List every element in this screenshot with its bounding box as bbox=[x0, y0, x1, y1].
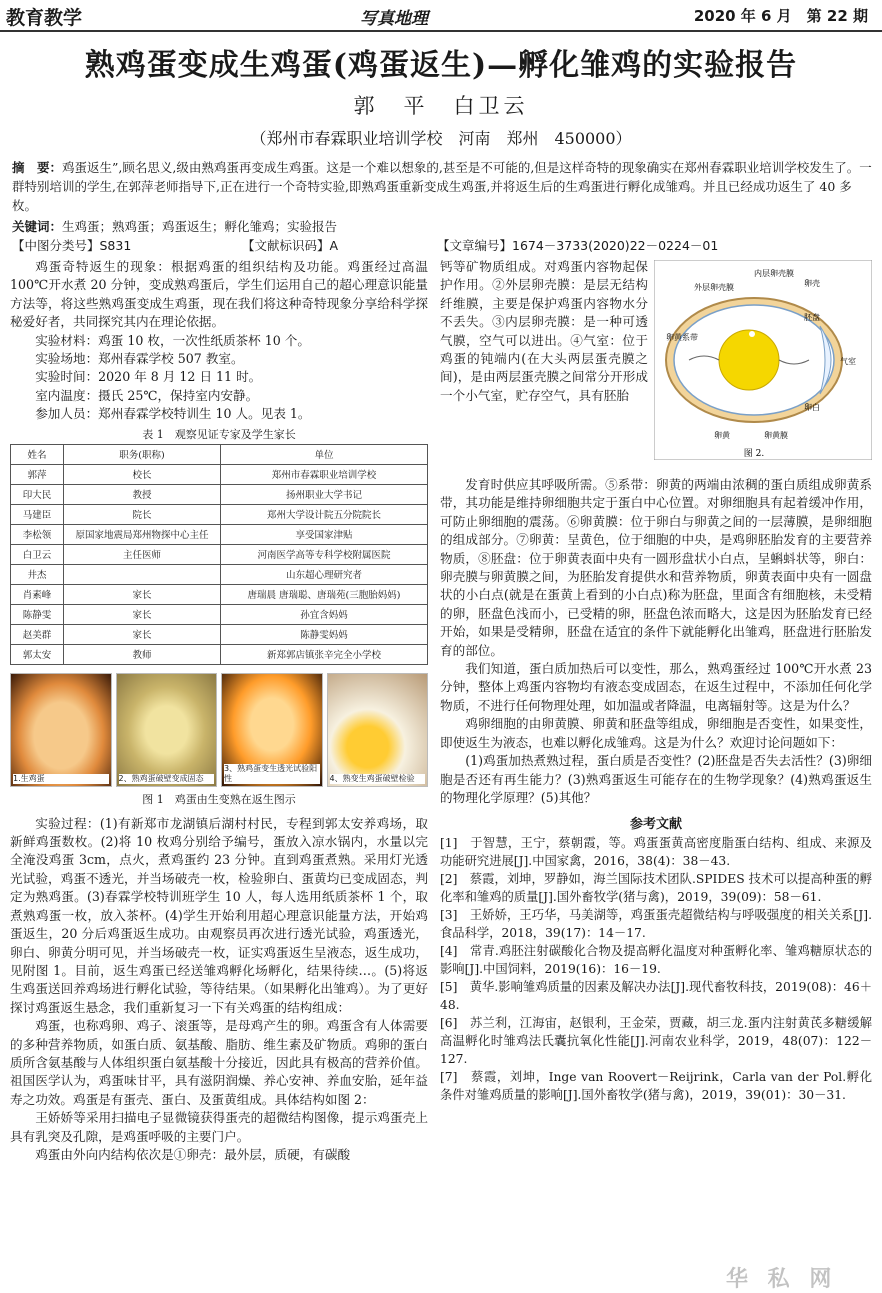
paragraph: 实验材料：鸡蛋 10 枚，一次性纸质茶杯 10 个。 bbox=[35, 332, 310, 348]
reference-item: [1] 于智慧，王宁，蔡朝霞，等。鸡蛋蛋黄高密度脂蛋白结构、组成、来源及功能研究进展[J].中国家禽，2016，38(4)：38－43. bbox=[440, 836, 872, 869]
table-cell: 教师 bbox=[64, 644, 221, 664]
reference-item: [5] 黄华.影响雏鸡质量的因素及解决办法[J].现代畜牧科技，2019(08)：46＋48. bbox=[440, 980, 872, 1013]
table-cell: 陈静雯妈妈 bbox=[221, 624, 428, 644]
references-list bbox=[440, 834, 872, 1104]
table-row bbox=[11, 544, 428, 564]
table-cell: 家长 bbox=[64, 584, 221, 604]
abstract-label: 摘 要： bbox=[12, 160, 63, 175]
table-cell: 家长 bbox=[64, 624, 221, 644]
table-row bbox=[11, 604, 428, 624]
abstract bbox=[12, 158, 872, 215]
paragraph: 实验场地：郑州春霖学校 507 教室。 bbox=[35, 351, 244, 367]
table-cell: 郑州市春霖职业培训学校 bbox=[221, 464, 428, 484]
figure-1-photos bbox=[10, 673, 428, 787]
affiliation: （郑州市春霖职业培训学校 河南 郑州 450000） bbox=[250, 129, 632, 148]
reference-item: [7] 蔡霞，刘坤，Inge van Roovert－Reijrink，Carla van der Pol.孵化条件对雏鸡质量的影响[J].国外畜牧学(猪与禽)，2019，39(01)：30－31. bbox=[440, 1070, 872, 1103]
left-body-text bbox=[10, 815, 428, 1165]
reference-item: [4] 常青.鸡胚注射碳酸化合物及提高孵化温度对种蛋孵化率、雏鸡糖原状态的影响[J].中国饲料，2019(16)：16－19. bbox=[440, 944, 872, 977]
table-cell: 郭太安 bbox=[11, 644, 64, 664]
paper-title: 熟鸡蛋变成生鸡蛋(鸡蛋返生)—孵化雏鸡的实验报告 bbox=[84, 48, 798, 83]
table-row bbox=[11, 504, 428, 524]
clc-number: 【中图分类号】S831 bbox=[12, 238, 132, 253]
table-cell: 享受国家津贴 bbox=[221, 524, 428, 544]
right-wrap-text: 钙等矿物质组成。对鸡蛋内容物起保护作用。②外层卵壳膜：是层无结构纤维膜，主要是保护鸡蛋内容物水分不丢失。③内层卵壳膜：是一种可透气膜，空气可以进出。④气室：位于鸡蛋的钝端内(在大头两层蛋壳膜之间)，是由两层蛋壳膜之间常分开形成一个小气室，贮存空气，具有胚胎 bbox=[440, 259, 648, 403]
paragraph: 实验时间：2020 年 8 月 12 日 11 时。 bbox=[35, 369, 262, 385]
keywords-label: 关键词： bbox=[12, 219, 63, 234]
table-cell: 郭萍 bbox=[11, 464, 64, 484]
photo-label: 3、熟鸡蛋变生透光试验阳性 bbox=[224, 764, 320, 784]
table-cell: 郑州大学设计院五分院院长 bbox=[221, 504, 428, 524]
section-name: 教育教学 bbox=[6, 7, 83, 29]
label-air: 气室 bbox=[840, 357, 856, 366]
authors: 郭 平 白卫云 bbox=[353, 94, 529, 118]
reference-item: [3] 王娇娇，王巧华，马美湖等，鸡蛋蛋壳超微结构与呼吸强度的相关关系[J].食品科学，2018，39(17)：14－17. bbox=[440, 908, 872, 941]
yolk-shape bbox=[719, 330, 779, 390]
label-shell: 卵壳 bbox=[804, 279, 820, 288]
table-cell: 唐瑞晨 唐瑞聪、唐瑞苑(三胞胎妈妈) bbox=[221, 584, 428, 604]
issue-info: 2020 年 6 月 第 22 期 bbox=[693, 7, 868, 25]
table-cell: 校长 bbox=[64, 464, 221, 484]
table-row bbox=[11, 624, 428, 644]
photo-2 bbox=[116, 673, 218, 787]
reference-item: [6] 苏兰利，江海宙，赵银利，王金荣，贾藏，胡三龙.蛋内注射黄芪多糖缓解高温孵化时雏鸡法氏囊抗氧化性能[J].河南农业科学，2019，48(07)：122－127. bbox=[440, 1016, 872, 1067]
page-header bbox=[0, 0, 882, 32]
photo-label: 1.生鸡蛋 bbox=[13, 774, 109, 784]
paragraph: 鸡蛋奇特返生的现象：根据鸡蛋的组织结构及功能。鸡蛋经过高温 100℃开水煮 20 分钟，变成熟鸡蛋后，学生们运用自己的超心理意识能量方法等，将这些熟鸡蛋变成生鸡蛋，现在我们将这种奇特现象分享给科学探秘爱好者，共同探究其内在理论依据。 bbox=[10, 259, 428, 330]
photo-label: 4、熟变生鸡蛋破壁检验 bbox=[330, 774, 426, 784]
reference-item: [2] 蔡霞，刘坤，罗静如，海兰国际技术团队.SPIDES 技术可以提高种蛋的孵化率和雏鸡的质量[J].国外畜牧学(猪与禽)，2019，39(09)：58－61. bbox=[440, 872, 872, 905]
paragraph: 鸡蛋由外向内结构依次是①卵壳：最外层，质硬，有碳酸 bbox=[35, 1146, 351, 1162]
references-title: 参考文献 bbox=[629, 817, 682, 833]
photo-1 bbox=[10, 673, 112, 787]
figure-2-egg-diagram bbox=[654, 260, 872, 460]
label-albumen: 卵白 bbox=[804, 403, 820, 412]
table-cell: 陈静雯 bbox=[11, 604, 64, 624]
table-cell: 肖素峰 bbox=[11, 584, 64, 604]
table-cell: 院长 bbox=[64, 504, 221, 524]
table-cell: 白卫云 bbox=[11, 544, 64, 564]
table-row bbox=[11, 524, 428, 544]
intro-text bbox=[10, 258, 428, 424]
table-body bbox=[11, 464, 428, 664]
table-header-cell: 职务(职称) bbox=[64, 444, 221, 464]
paragraph: (1)鸡蛋加热煮熟过程，蛋白质是否变性？(2)胚盘是否失去活性？(3)卵细胞是否还有再生能力？(3)熟鸡蛋返生可能存在的生物学现象？(4)熟鸡蛋返生的物理化学原理？(5)其他？ bbox=[440, 753, 872, 805]
photo-4 bbox=[327, 673, 429, 787]
table-header-row bbox=[11, 444, 428, 464]
paragraph: 王娇娇等采用扫描电子显微镜获得蛋壳的超微结构图像，提示鸡蛋壳上具有乳突及孔隙，是鸡蛋呼吸的主要门户。 bbox=[10, 1110, 428, 1144]
table-row bbox=[11, 464, 428, 484]
paragraph: 实验过程：(1)有新郑市龙湖镇后湖村村民，专程到郭太安养鸡场，取新鲜鸡蛋数枚。(2)将 10 枚鸡分别给予编号，蛋放入凉水锅内，水量以完全淹没鸡蛋 3cm，点火，煮鸡蛋约 23 分钟。直到鸡蛋煮熟。采用灯光透光试验，鸡蛋不透光，并当场破壳一枚，检验卵白、蛋黄均已变成固态，判定为熟鸡蛋。(3)春霖学校特训班学生 10 人，每人选用纸质茶杯 1 个，取煮熟鸡蛋一枚，放入茶杯。(4)学生开始利用超心理意识能量方法，开始鸡蛋返生，20 分后鸡蛋返生成功。由观察员再次进行透光试验，鸡蛋透光，卵白、卵黄分明可见，并当场破壳一枚，证实鸡蛋返生呈液态，返生成功，见附图 1。目前，返生鸡蛋已经送雏鸡孵化场孵化，结果待续…。(5)将返生鸡蛋送回养鸡场进行孵化试验，等待结果。（如果孵化出雏鸡）。为了更好探讨鸡蛋返生悬念，我们重新复习一下有关鸡蛋的结构组成： bbox=[10, 815, 428, 1015]
table-cell: 河南医学高等专科学校附属医院 bbox=[221, 544, 428, 564]
table-cell: 马建臣 bbox=[11, 504, 64, 524]
table-cell: 赵美群 bbox=[11, 624, 64, 644]
journal-name: 写真地理 bbox=[360, 9, 428, 29]
figure-2-caption: 图 2. bbox=[743, 449, 765, 459]
experts-table bbox=[10, 444, 428, 665]
table-cell: 印大民 bbox=[11, 484, 64, 504]
paragraph: 鸡蛋，也称鸡卵、鸡子、滚蛋等，是母鸡产生的卵。鸡蛋含有人体需要的多种营养物质，如蛋白质、氨基酸、脂肪、维生素及矿物质。鸡卵的蛋白质所含氨基酸与人体组织蛋白氨基酸十分接近，因此具有极高的营养价值。祖国医学认为，鸡蛋味甘平，具有滋阴润燥、养心安神、养血安胎，延年益寿之功效。鸡蛋是有蛋壳、蛋白、及蛋黄组成。具体结构如图 2： bbox=[10, 1018, 428, 1107]
photo-3 bbox=[221, 673, 323, 787]
table-header-cell: 姓名 bbox=[11, 444, 64, 464]
right-body-text bbox=[440, 476, 872, 807]
watermark: 华 私 网 bbox=[726, 1266, 838, 1292]
abstract-text: 鸡蛋返生”,顾名思义,级由熟鸡蛋再变成生鸡蛋。这是一个难以想象的,甚至是不可能的,但是这样奇特的现象确实在郑州春霖职业培训学校发生了。一群特别培训的学生,在郭萍老师指导下,正在进行一个奇特实验,即熟鸡蛋重新变成生鸡蛋,并将返生后的生鸡蛋进行孵化成雏鸡。并且已经成功返生了 40 多枚。 bbox=[12, 160, 872, 213]
paragraph: 发育时供应其呼吸所需。⑤系带：卵黄的两端由浓稠的蛋白质组成卵黄系带，其功能是维持卵细胞共定于蛋白中心位置。对卵细胞具有起着缓冲作用，可防止卵细胞的震荡。⑥卵黄膜：位于卵白与卵黄之间的一层薄膜，是卵细胞的组成部分。⑦卵黄：呈黄色，位于细胞的中央，是鸡卵胚胎发育的主要营养物质，⑧胚盘：位于卵黄表面中央有一圆形盘状小白点，呈蝌蚪状等，卵白：卵壳膜与卵黄膜之间，为胚胎发育提供水和营养物质，卵黄表面中央有一圆盘状的小白点(就是在蛋黄上看到的小白点)称为胚盘，里面含有细胞核，未受精的卵，胚盘色浅而小，已受精的卵，胚盘色浓而略大，这是因为胚胎发育已经开始，如果是受精卵，胚盘在适宜的条件下就能孵化出雏鸡，胚盘进行胚胎发育的部位。 bbox=[440, 477, 872, 658]
table-cell: 主任医师 bbox=[64, 544, 221, 564]
paragraph: 参加人员：郑州春霖学校特训生 10 人。见表 1。 bbox=[35, 406, 311, 422]
table-cell: 原国家地震局郑州物探中心主任 bbox=[64, 524, 221, 544]
germ-disc-shape bbox=[749, 331, 755, 337]
photo-label: 2、熟鸡蛋破壁变成固态 bbox=[119, 774, 215, 784]
table-cell: 新郑郭店镇张辛完全小学校 bbox=[221, 644, 428, 664]
figure-1-caption: 图 1 鸡蛋由生变熟在返生图示 bbox=[142, 792, 296, 806]
label-chalaza: 卵黄系带 bbox=[666, 333, 698, 342]
table-cell: 家长 bbox=[64, 604, 221, 624]
table-cell: 扬州职业大学书记 bbox=[221, 484, 428, 504]
table-row bbox=[11, 484, 428, 504]
label-vitelline: 卵黄膜 bbox=[764, 431, 788, 440]
table-cell bbox=[64, 564, 221, 584]
label-germ: 胚盘 bbox=[804, 313, 820, 322]
article-number: 【文章编号】1674－3733(2020)22－0224－01 bbox=[437, 238, 719, 253]
right-column bbox=[440, 258, 872, 1104]
table-cell: 李松领 bbox=[11, 524, 64, 544]
left-column bbox=[10, 258, 428, 1164]
table-row bbox=[11, 564, 428, 584]
table-cell: 山东超心理研究者 bbox=[221, 564, 428, 584]
table-row bbox=[11, 584, 428, 604]
paragraph: 鸡卵细胞的由卵黄膜、卵黄和胚盘等组成，卵细胞是否变性，如果变性，即使返生为液态，也难以孵化成雏鸡。这是为什么？欢迎讨论问题如下： bbox=[440, 716, 872, 750]
table-cell: 教授 bbox=[64, 484, 221, 504]
paragraph: 室内温度：摄氏 25℃，保持室内安静。 bbox=[35, 387, 259, 403]
table-caption: 表 1 观察见证专家及学生家长 bbox=[142, 427, 296, 441]
table-row bbox=[11, 644, 428, 664]
doc-code: 【文献标识码】A bbox=[242, 238, 339, 253]
keywords-text: 生鸡蛋；熟鸡蛋；鸡蛋返生；孵化雏鸡；实验报告 bbox=[62, 219, 338, 234]
table-cell: 孙宜含妈妈 bbox=[221, 604, 428, 624]
label-yolk: 卵黄 bbox=[714, 431, 730, 440]
label-inner-membrane: 内层卵壳膜 bbox=[754, 269, 794, 278]
paragraph: 我们知道，蛋白质加热后可以变性，那么，熟鸡蛋经过 100℃开水煮 23 分钟，整体上鸡蛋内容物均有液态变成固态，在返生过程中，不添加任何化学物质，不进行任何物理处理，如加温或者降温，电离辐射等。这是为什么？ bbox=[440, 661, 872, 713]
label-outer-membrane: 外层卵壳膜 bbox=[694, 283, 734, 292]
table-cell: 井杰 bbox=[11, 564, 64, 584]
table-header-cell: 单位 bbox=[221, 444, 428, 464]
keywords bbox=[12, 217, 872, 235]
